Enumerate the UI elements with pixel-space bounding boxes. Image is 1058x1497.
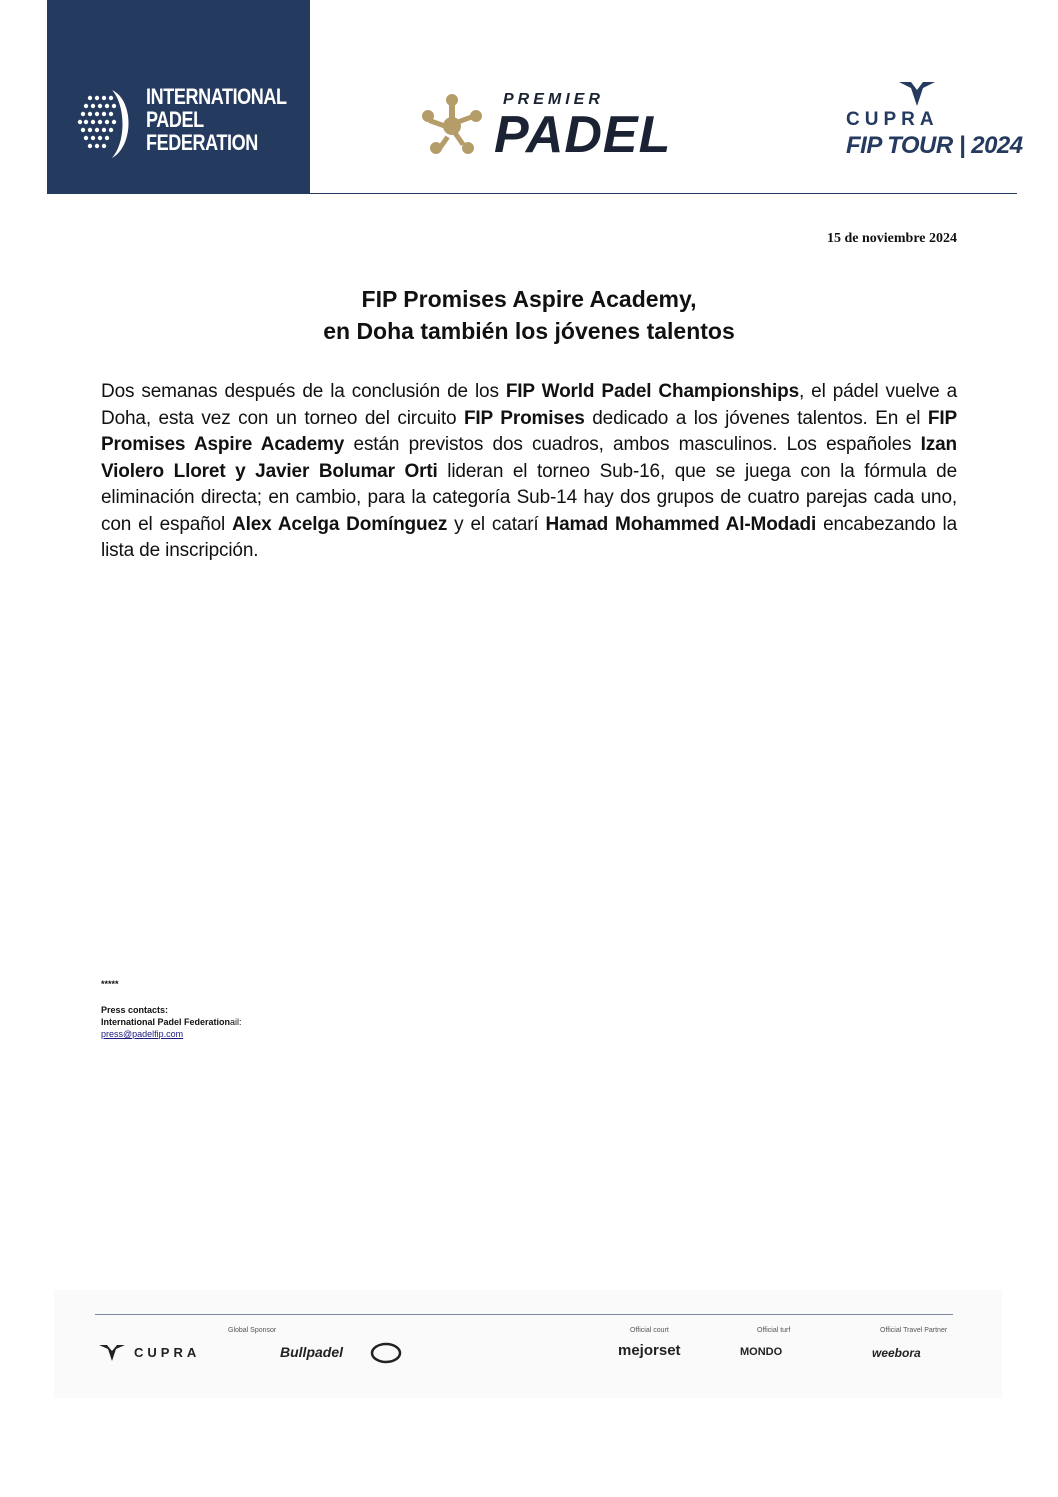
press-org-suffix: ail: [230, 1017, 242, 1027]
body-bold-run: FIP Promises [463, 407, 585, 429]
separator-stars: ***** [101, 979, 119, 989]
cupra-wordmark: CUPRA [846, 109, 939, 130]
ipf-wordmark-line-3: FEDERATION [146, 130, 258, 155]
bullpadel-badge-icon [370, 1342, 402, 1364]
body-bold-run: FIP World Padel Championships [505, 381, 799, 402]
premier-label: PREMIER [503, 91, 604, 108]
title-line-1: FIP Promises Aspire Academy, [361, 286, 697, 312]
body-text-run: encabezando la lista de inscripción. [101, 513, 957, 561]
cupra-sponsor-logo: CUPRA [134, 1345, 201, 1360]
official-court-label: Official court [630, 1327, 669, 1334]
official-turf-label: Official turf [757, 1327, 791, 1334]
weebora-logo: weebora [872, 1346, 921, 1360]
mejorset-logo: mejorset [618, 1342, 681, 1359]
ipf-wordmark-line-1: INTERNATIONAL [146, 84, 287, 109]
press-org: International Padel Federation [101, 1017, 231, 1027]
ipf-ball-icon [76, 86, 134, 160]
page-title [0, 283, 1058, 347]
body-bold-run: Alex Acelga Domínguez [232, 513, 448, 535]
bullpadel-logo: Bullpadel [280, 1344, 344, 1360]
body-text-run: dedicado a los jóvenes talentos. En el [584, 407, 928, 429]
document-date: 15 de noviembre 2024 [826, 231, 957, 246]
press-contacts-label: Press contacts: [101, 1005, 169, 1015]
ipf-wordmark [146, 85, 287, 154]
fip-tour-label: FIP TOUR | 2024 [846, 132, 1023, 159]
cupra-sponsor-icon [98, 1344, 126, 1362]
body-paragraph [101, 379, 957, 565]
official-travel-label: Official Travel Partner [880, 1327, 948, 1334]
body-bold-run: Hamad Mohammed Al-Modadi [545, 513, 817, 535]
body-text-run: y el catarí [447, 513, 546, 535]
body-bold-run: Izan Violero Lloret y Javier Bolumar Orti [101, 434, 958, 482]
body-bold-run: FIP Promises Aspire Academy [101, 407, 957, 455]
title-line-2: en Doha también los jóvenes talentos [323, 318, 735, 344]
body-text-run: , el pádel vuelve a Doha, esta vez con un torneo del circuito [101, 381, 957, 429]
press-email-link[interactable]: press@padelfip.com [101, 1029, 184, 1039]
body-text-run: lideran el torneo Sub-16, que se juega con la fórmula de eliminación directa; en cambio, para la categoría Sub-14 hay dos grupos de cuatro parejas cada uno, con el español [101, 460, 957, 535]
body-text-run: Dos semanas después de la conclusión de los [101, 381, 506, 402]
padel-label: PADEL [494, 106, 672, 164]
mondo-logo: MONDO [740, 1346, 783, 1358]
footer-divider [95, 1314, 953, 1315]
press-contacts [101, 1004, 242, 1040]
header-divider [47, 193, 1017, 194]
ipf-wordmark-line-2: PADEL [146, 107, 204, 132]
cupra-logo-icon [897, 80, 937, 108]
body-text-run: están previstos dos cuadros, ambos masculinos. Los españoles [344, 434, 921, 455]
footer-sponsors [54, 1290, 1002, 1398]
global-sponsor-label: Global Sponsor [228, 1327, 277, 1334]
